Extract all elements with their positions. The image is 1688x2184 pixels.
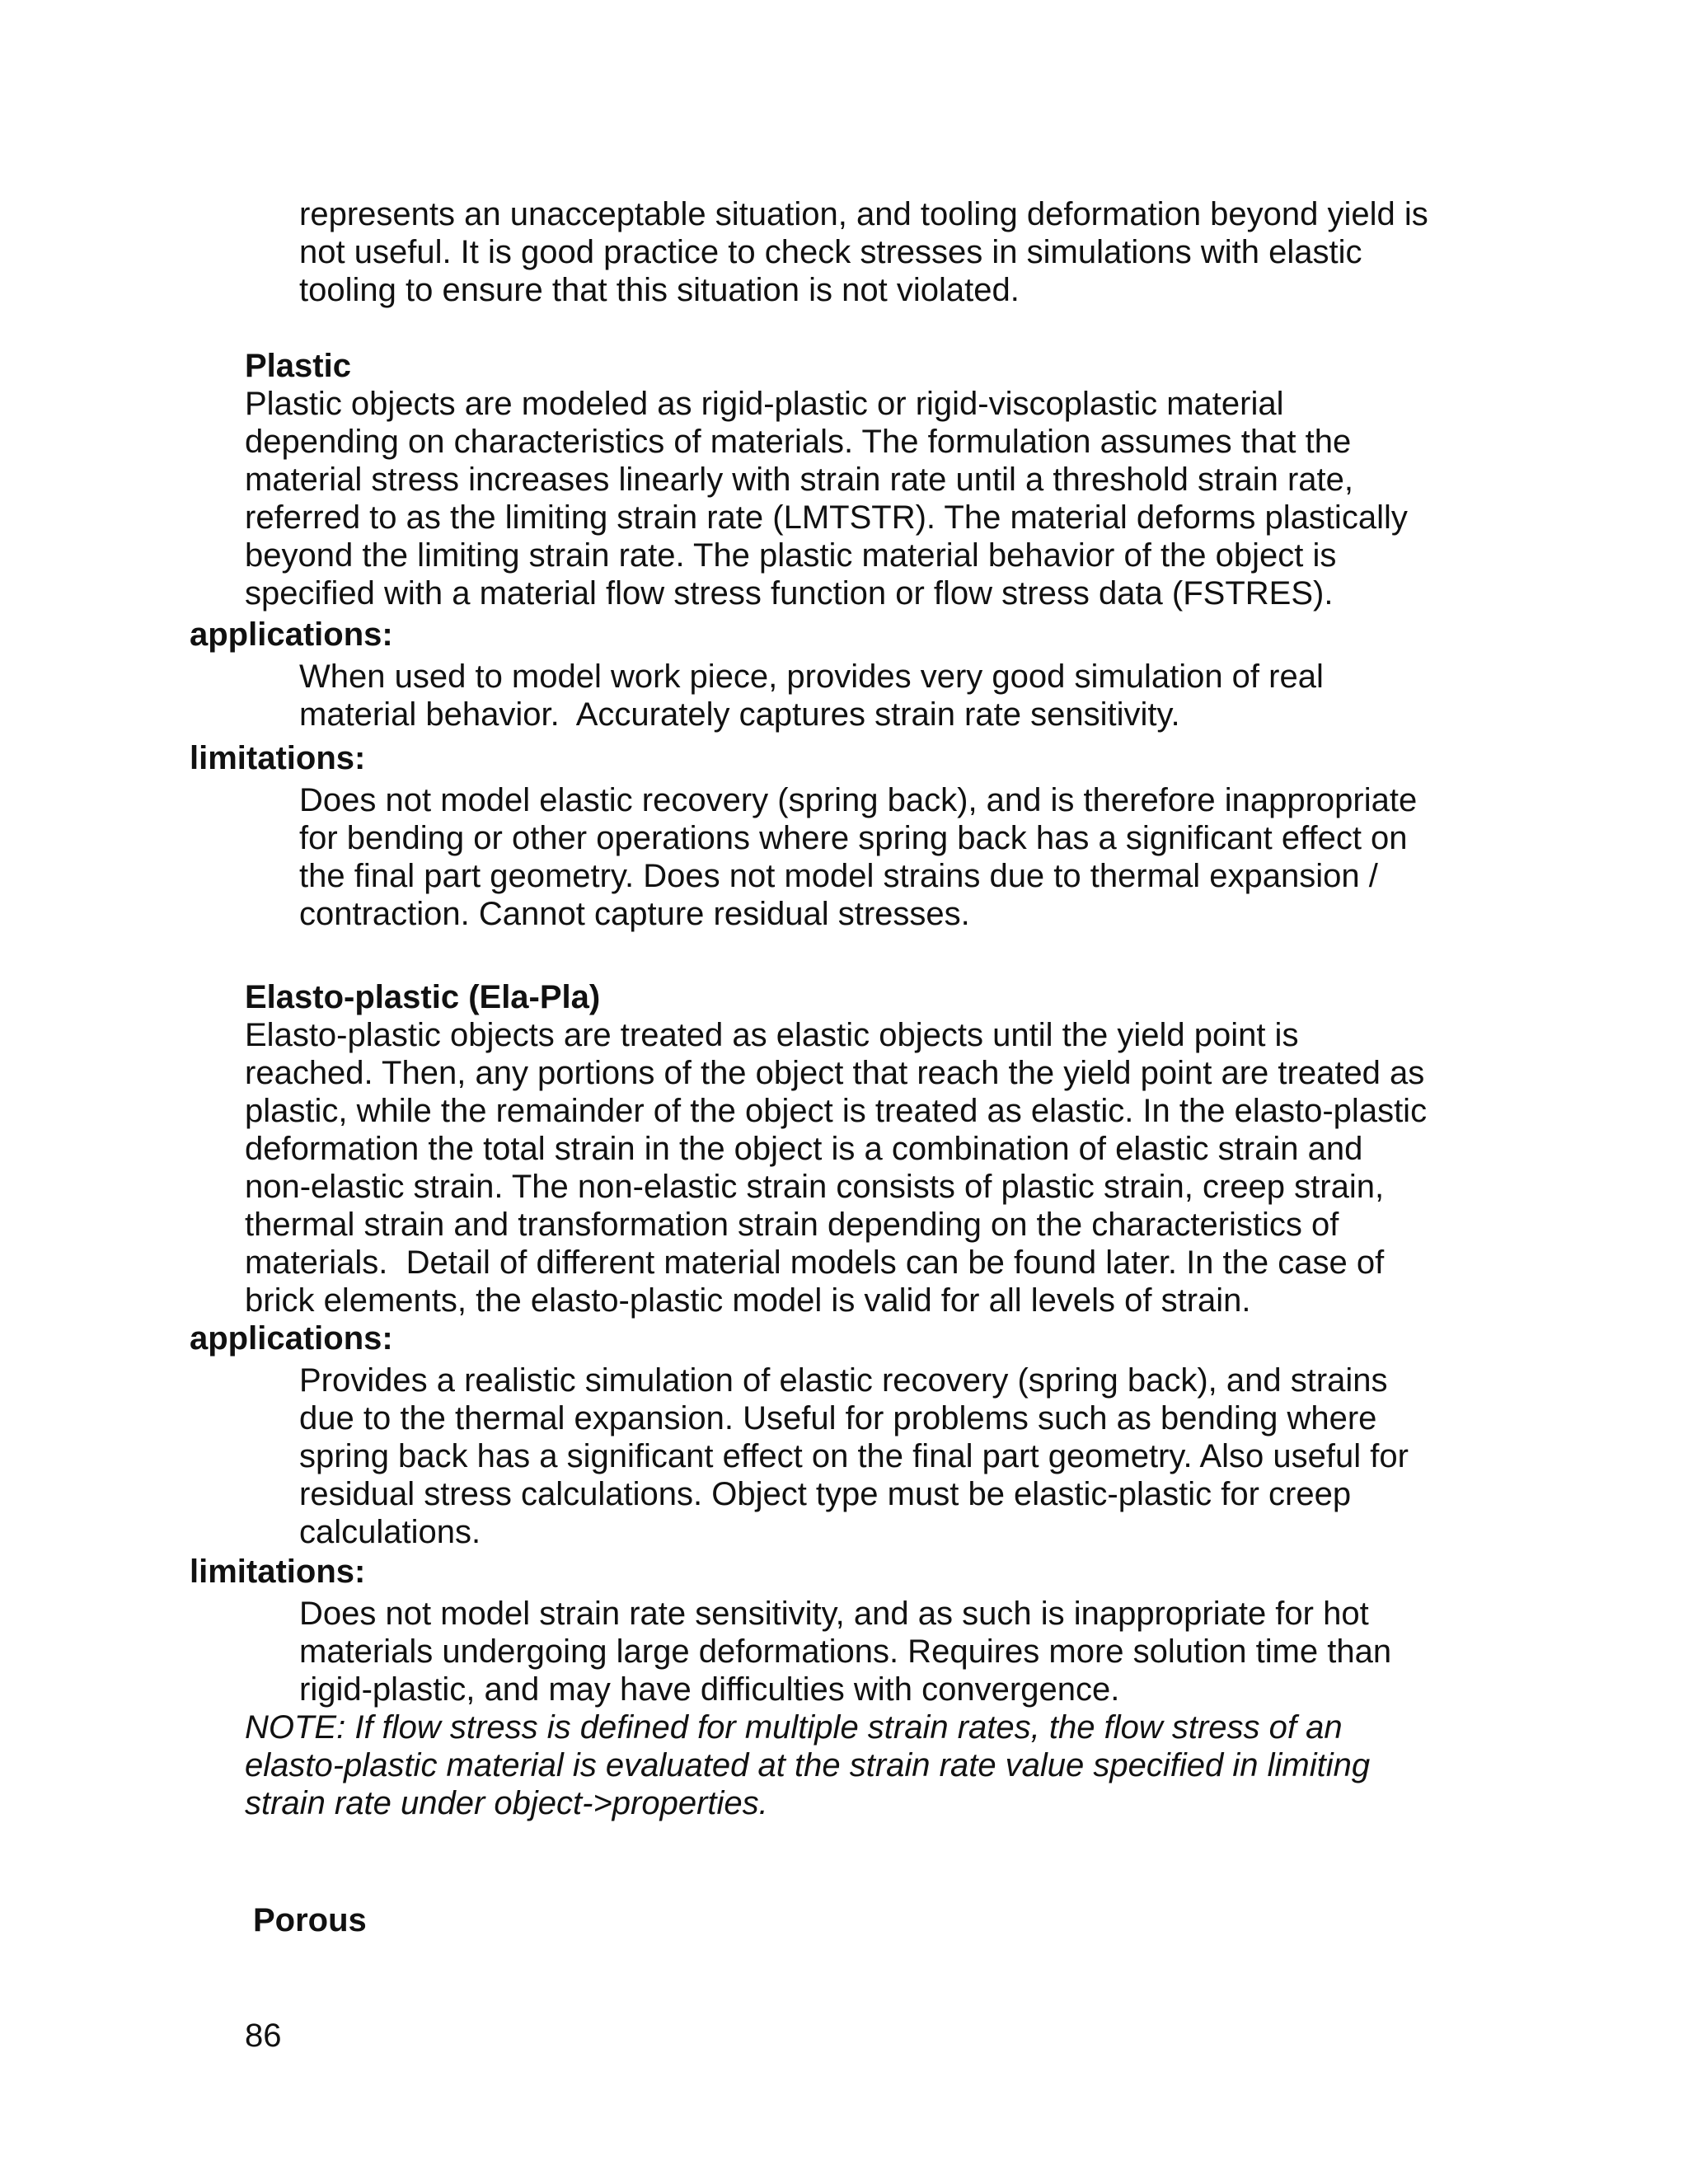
elasto-paragraph-line: non-elastic strain. The non-elastic strain consists of plastic strain, creep strain, <box>245 1169 1385 1205</box>
elasto-paragraph-line: brick elements, the elasto-plastic model is valid for all levels of strain. <box>245 1282 1251 1319</box>
plastic-limitations-label: limitations: <box>190 740 366 776</box>
elasto-note-line: elasto-plastic material is evaluated at the strain rate value specified in limiting <box>245 1747 1371 1783</box>
plastic-paragraph-line: beyond the limiting strain rate. The plastic material behavior of the object is <box>245 537 1337 574</box>
plastic-applications-line: material behavior. Accurately captures strain rate sensitivity. <box>299 696 1180 733</box>
plastic-limitations-line: for bending or other operations where spring back has a significant effect on <box>299 820 1408 856</box>
elasto-applications-line: calculations. <box>299 1514 481 1550</box>
section-heading-elasto-plastic: Elasto-plastic (Ela-Pla) <box>245 979 601 1015</box>
section-heading-porous: Porous <box>253 1902 367 1938</box>
page-number: 86 <box>245 2018 282 2054</box>
plastic-limitations-line: the final part geometry. Does not model strains due to thermal expansion / <box>299 858 1378 894</box>
intro-line: represents an unacceptable situation, and tooling deformation beyond yield is <box>299 196 1428 232</box>
elasto-limitations-line: Does not model strain rate sensitivity, and as such is inappropriate for hot <box>299 1596 1369 1632</box>
elasto-applications-label: applications: <box>190 1320 393 1357</box>
elasto-paragraph-line: thermal strain and transformation strain depending on the characteristics of <box>245 1207 1339 1243</box>
plastic-paragraph-line: depending on characteristics of materials. The formulation assumes that the <box>245 424 1352 460</box>
section-heading-plastic: Plastic <box>245 348 351 384</box>
intro-line: not useful. It is good practice to check stresses in simulations with elastic <box>299 234 1362 270</box>
plastic-applications-label: applications: <box>190 616 393 653</box>
elasto-paragraph-line: deformation the total strain in the object is a combination of elastic strain and <box>245 1131 1363 1167</box>
elasto-paragraph-line: plastic, while the remainder of the object is treated as elastic. In the elasto-plastic <box>245 1093 1428 1129</box>
elasto-paragraph-line: Elasto-plastic objects are treated as elastic objects until the yield point is <box>245 1017 1299 1053</box>
elasto-paragraph-line: reached. Then, any portions of the object that reach the yield point are treated as <box>245 1055 1425 1091</box>
elasto-note-line: NOTE: If flow stress is defined for multiple strain rates, the flow stress of an <box>245 1709 1343 1746</box>
elasto-applications-line: Provides a realistic simulation of elastic recovery (spring back), and strains <box>299 1362 1388 1399</box>
elasto-applications-line: due to the thermal expansion. Useful for problems such as bending where <box>299 1400 1377 1436</box>
plastic-limitations-line: contraction. Cannot capture residual stresses. <box>299 896 970 932</box>
elasto-applications-line: spring back has a significant effect on the final part geometry. Also useful for <box>299 1438 1409 1474</box>
elasto-limitations-line: materials undergoing large deformations. Requires more solution time than <box>299 1633 1392 1670</box>
plastic-paragraph-line: specified with a material flow stress function or flow stress data (FSTRES). <box>245 575 1334 612</box>
elasto-limitations-label: limitations: <box>190 1554 366 1590</box>
plastic-paragraph-line: Plastic objects are modeled as rigid-plastic or rigid-viscoplastic material <box>245 386 1284 422</box>
elasto-note-line: strain rate under object->properties. <box>245 1785 768 1821</box>
elasto-applications-line: residual stress calculations. Object type must be elastic-plastic for creep <box>299 1476 1352 1512</box>
plastic-limitations-line: Does not model elastic recovery (spring back), and is therefore inappropriate <box>299 782 1418 818</box>
intro-line: tooling to ensure that this situation is not violated. <box>299 272 1020 308</box>
plastic-applications-line: When used to model work piece, provides very good simulation of real <box>299 658 1324 695</box>
plastic-paragraph-line: material stress increases linearly with strain rate until a threshold strain rate, <box>245 462 1353 498</box>
plastic-paragraph-line: referred to as the limiting strain rate (LMTSTR). The material deforms plastically <box>245 499 1408 536</box>
elasto-paragraph-line: materials. Detail of different material models can be found later. In the case of <box>245 1244 1385 1281</box>
elasto-limitations-line: rigid-plastic, and may have difficulties with convergence. <box>299 1671 1120 1708</box>
